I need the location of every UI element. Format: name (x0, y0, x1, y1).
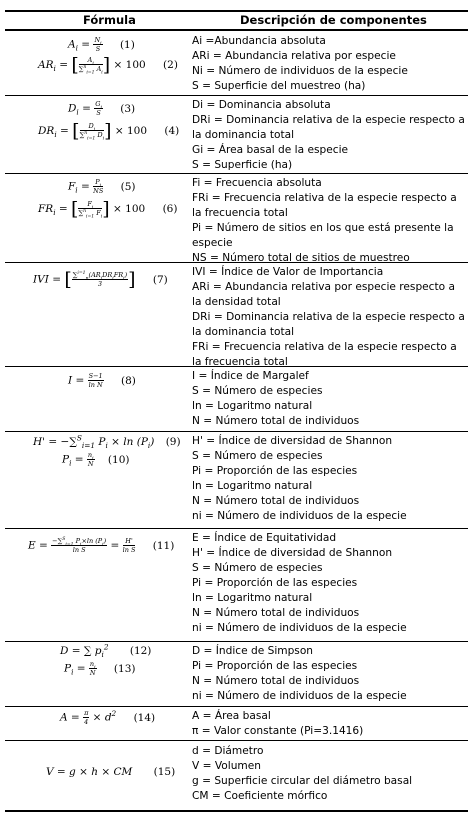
desc-line: DRi = Dominancia relativa de la especie respecto a la dominancia total (192, 311, 465, 338)
desc-line: Pi = Número de sitios en los que está presente la especie (192, 222, 454, 249)
formula-3: $D_i$ = $\frac{G_i}{S}$ (3) (68, 100, 136, 118)
desc-line: ni = Número de individuos de la especie (192, 622, 407, 634)
formula-12: D = ∑ $p_i^2$ (12) (60, 642, 152, 660)
desc-line: FRi = Frecuencia relativa de la especie respecto a la frecuencia total (192, 192, 457, 219)
formula-9: H' = −∑$^S_{i=1}$ $P_i \times \ln (P_i)$ (9) (33, 433, 181, 451)
desc-line: ln = Logaritmo natural (192, 592, 313, 604)
table-header (0, 12, 473, 29)
desc-block-2 (192, 98, 467, 173)
desc-line: NS = Número total de sitios de muestreo (192, 252, 410, 264)
desc-block-1 (192, 34, 467, 94)
header-description: Descripción de componentes (240, 13, 427, 27)
top-rule (5, 10, 468, 12)
desc-line: Pi = Proporción de las especies (192, 660, 358, 672)
desc-block-4 (192, 265, 467, 370)
desc-line: S = Número de especies (192, 385, 323, 397)
header-rule (5, 29, 468, 31)
desc-line: Di = Dominancia absoluta (192, 99, 331, 111)
desc-line: ARi = Abundancia relativa por especie (192, 50, 396, 62)
formula-11: E = $\frac{-\sum^S_{i=1} P_i\times\ln (P_i)}{\text{ln S}}$ = $\frac{H'}{\text{ln S}}$ (11) (28, 536, 175, 555)
desc-block-3 (192, 176, 467, 266)
desc-block-5 (192, 369, 467, 429)
desc-line: DRi = Dominancia relativa de la especie respecto a la dominancia total (192, 114, 465, 141)
desc-line: D = Índice de Simpson (192, 645, 314, 657)
desc-line: Fi = Frecuencia absoluta (192, 177, 322, 189)
desc-line: Gi = Área basal de la especie (192, 144, 349, 156)
formula-8: I = $\frac{S-1}{\text{ln N}}$ (8) (68, 372, 136, 389)
row-separator (5, 173, 468, 174)
formula-15: V = g × h × CM (15) (46, 766, 176, 778)
desc-line: d = Diámetro (192, 745, 264, 757)
row-separator (5, 706, 468, 707)
desc-line: ni = Número de individuos de la especie (192, 690, 407, 702)
desc-line: ni = Número de individuos de la especie (192, 510, 407, 522)
formula-5: $F_i$ = $\frac{P_i}{NS}$ (5) (68, 178, 136, 196)
formula-14: A = $\frac{\pi}{4}$ × $d^2$ (14) (60, 709, 156, 726)
desc-line: S = Superficie (ha) (192, 159, 293, 171)
desc-line: V = Volumen (192, 760, 261, 772)
desc-line: Ai =Abundancia absoluta (192, 35, 326, 47)
formula-1: $A_i$ = $\frac{N_i}{S}$ (1) (68, 36, 135, 54)
formula-2: $AR_i$ = [ $\frac{A_i}{\sum^n_{i=1} A_i}$ ] × 100 (2) (38, 53, 178, 76)
desc-line: ln = Logaritmo natural (192, 400, 313, 412)
desc-line: E = Índice de Equitatividad (192, 532, 337, 544)
desc-line: S = Número de especies (192, 562, 323, 574)
desc-line: ln = Logaritmo natural (192, 480, 313, 492)
formula-6: $FR_i$ = [ $\frac{F_i}{\sum^n_{i=1} F_i}$ ] × 100 (6) (38, 197, 178, 220)
formula-10: $P_i$ = $\frac{n_i}{N}$ (10) (62, 451, 130, 469)
desc-line: N = Número total de individuos (192, 607, 360, 619)
desc-line: H' = Índice de diversidad de Shannon (192, 435, 393, 447)
desc-line: H' = Índice de diversidad de Shannon (192, 547, 393, 559)
formula-13: $P_i$ = $\frac{n_i}{N}$ (13) (64, 660, 136, 678)
desc-block-6 (192, 434, 467, 524)
formula-7: IVI = [ $\frac{\sum^{i=1}_n(AR_iDR_iFR_i)}{3}$ ] (7) (33, 268, 168, 291)
row-separator (5, 740, 468, 741)
desc-line: CM = Coeficiente mórfico (192, 790, 328, 802)
bottom-rule (5, 810, 468, 812)
desc-line: N = Número total de individuos (192, 415, 360, 427)
desc-line: N = Número total de individuos (192, 675, 360, 687)
desc-line: I = Índice de Margalef (192, 370, 309, 382)
desc-line: S = Superficie del muestreo (ha) (192, 80, 366, 92)
desc-line: Ni = Número de individuos de la especie (192, 65, 408, 77)
desc-line: ARi = Abundancia relativa por especie respecto a la densidad total (192, 281, 456, 308)
desc-block-8 (192, 644, 467, 704)
row-separator (5, 431, 468, 432)
row-separator (5, 528, 468, 529)
desc-line: N = Número total de individuos (192, 495, 360, 507)
desc-line: IVI = Índice de Valor de Importancia (192, 266, 384, 278)
desc-line: Pi = Proporción de las especies (192, 577, 358, 589)
row-separator (5, 641, 468, 642)
desc-line: Pi = Proporción de las especies (192, 465, 358, 477)
desc-line: g = Superficie circular del diámetro basal (192, 775, 413, 787)
desc-line: A = Área basal (192, 710, 271, 722)
formula-4: $DR_i$ = [ $\frac{D_i}{\sum^n_{i=1} D_i}$ ] × 100 (4) (38, 119, 180, 142)
header-formula: Fórmula (83, 13, 136, 27)
desc-block-10 (192, 744, 467, 804)
desc-line: π = Valor constante (Pi=3.1416) (192, 725, 364, 737)
desc-block-9 (192, 709, 467, 739)
desc-block-7 (192, 531, 467, 636)
row-separator (5, 95, 468, 96)
desc-line: FRi = Frecuencia relativa de la especie respecto a la frecuencia total (192, 341, 457, 368)
desc-line: S = Número de especies (192, 450, 323, 462)
